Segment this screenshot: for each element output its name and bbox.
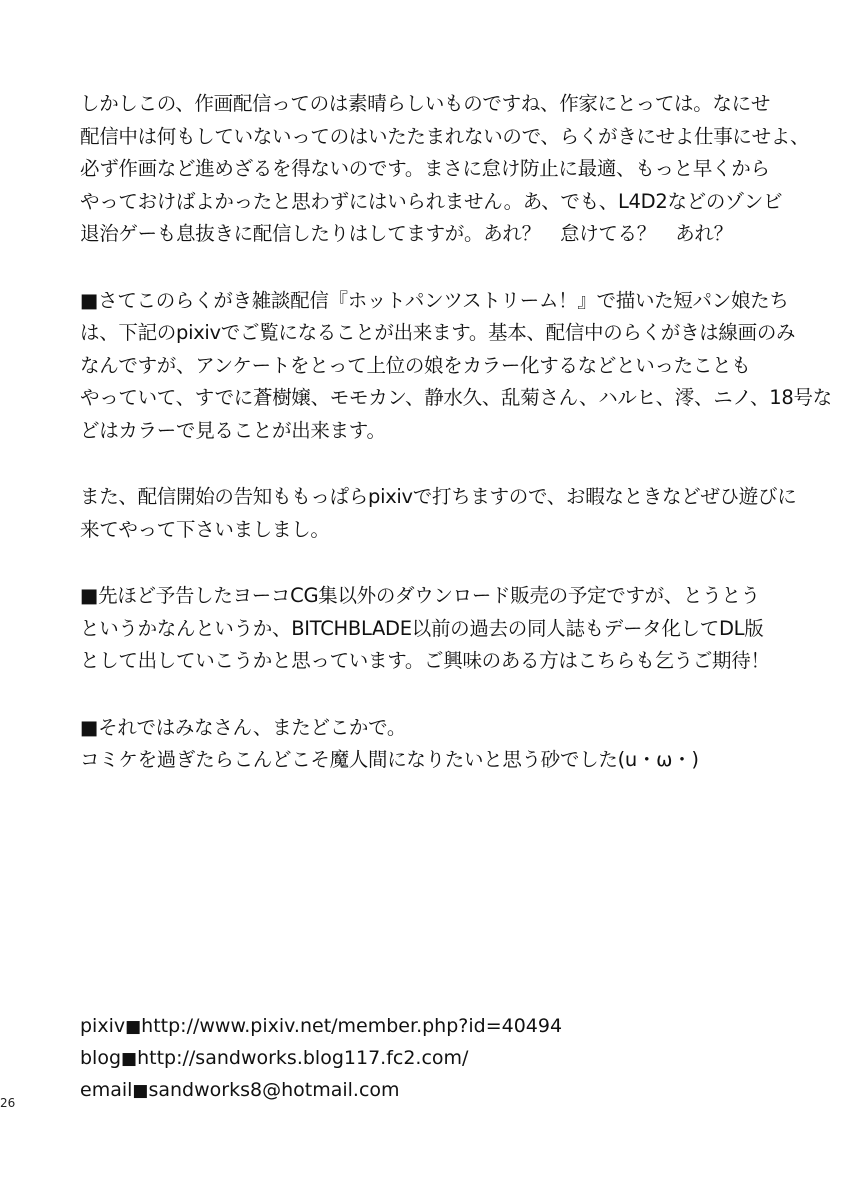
- text-line: ■先ほど予告したヨーコCG集以外のダウンロード販売の予定ですが、とうとう: [80, 584, 760, 607]
- text-line: また、配信開始の告知ももっぱらpixivで打ちますので、お暇なときなどぜひ遊びに: [80, 485, 797, 508]
- paragraph-announcement: [80, 481, 820, 546]
- square-separator: ■: [121, 1049, 138, 1069]
- text-line: は、下記のpixivでご覧になることが出来ます。基本、配信中のらくがきは線画のみ: [80, 321, 796, 344]
- text-line: なんですが、アンケートをとって上位の娘をカラー化するなどといったことも: [80, 353, 751, 377]
- square-separator: ■: [125, 1017, 142, 1037]
- text-line: やっておけばよかったと思わずにはいられません。あ、でも、L4D2などのゾンビ: [80, 189, 783, 213]
- paragraph-closing: [80, 712, 820, 777]
- afterword-body: [80, 88, 832, 811]
- pixiv-link-line[interactable]: [80, 1010, 780, 1042]
- square-separator: ■: [132, 1081, 149, 1101]
- text-line: というかなんというか、BITCHBLADE以前の過去の同人誌もデータ化してDL版: [80, 616, 764, 640]
- pixiv-url[interactable]: http://www.pixiv.net/member.php?id=40494: [141, 1015, 563, 1037]
- text-line: ■さてこのらくがき雑談配信『ホットパンツストリーム！』で描いた短パン娘たち: [80, 288, 789, 312]
- text-line: しかしこの、作画配信ってのは素晴らしいものですね、作家にとっては。なにせ: [80, 92, 771, 115]
- paragraph-streaming: [80, 88, 820, 251]
- page-number: 26: [0, 1096, 16, 1110]
- blog-link-line[interactable]: [80, 1042, 780, 1074]
- text-line: 必ず作画など進めざるを得ないのです。まさに怠け防止に最適、もっと早くから: [80, 157, 770, 180]
- text-line: として出していこうかと思っています。ご興味のある方はこちらも乞うご期待！: [80, 649, 770, 672]
- text-line: どはカラーで見ることが出来ます。: [80, 418, 386, 442]
- paragraph-hotpants-stream: [80, 285, 832, 448]
- text-line: 退治ゲーも息抜きに配信したりはしてますが。あれ？ 怠けてる？ あれ？: [80, 222, 733, 245]
- text-line: 来てやって下さいましまし。: [80, 517, 330, 541]
- paragraph-download-sales: [80, 580, 820, 678]
- text-line: ■それではみなさん、またどこかで。: [80, 715, 407, 739]
- link-label: pixiv: [80, 1015, 126, 1037]
- blog-url[interactable]: http://sandworks.blog117.fc2.com/: [137, 1047, 469, 1069]
- contact-links: [80, 1010, 780, 1106]
- email-address[interactable]: sandworks8@hotmail.com: [148, 1079, 400, 1101]
- link-label: email: [80, 1079, 133, 1101]
- email-link-line[interactable]: [80, 1074, 780, 1106]
- text-line: コミケを過ぎたらこんどこそ魔人間になりたいと思う砂でした(u・ω・): [80, 748, 699, 771]
- link-label: blog: [80, 1047, 122, 1069]
- text-line: やっていて、すでに蒼樹嬢、モモカン、静水久、乱菊さん、ハルヒ、澪、ニノ、18号な: [80, 386, 832, 409]
- text-line: 配信中は何もしていないってのはいたたまれないので、らくがきにせよ仕事にせよ、: [80, 124, 810, 148]
